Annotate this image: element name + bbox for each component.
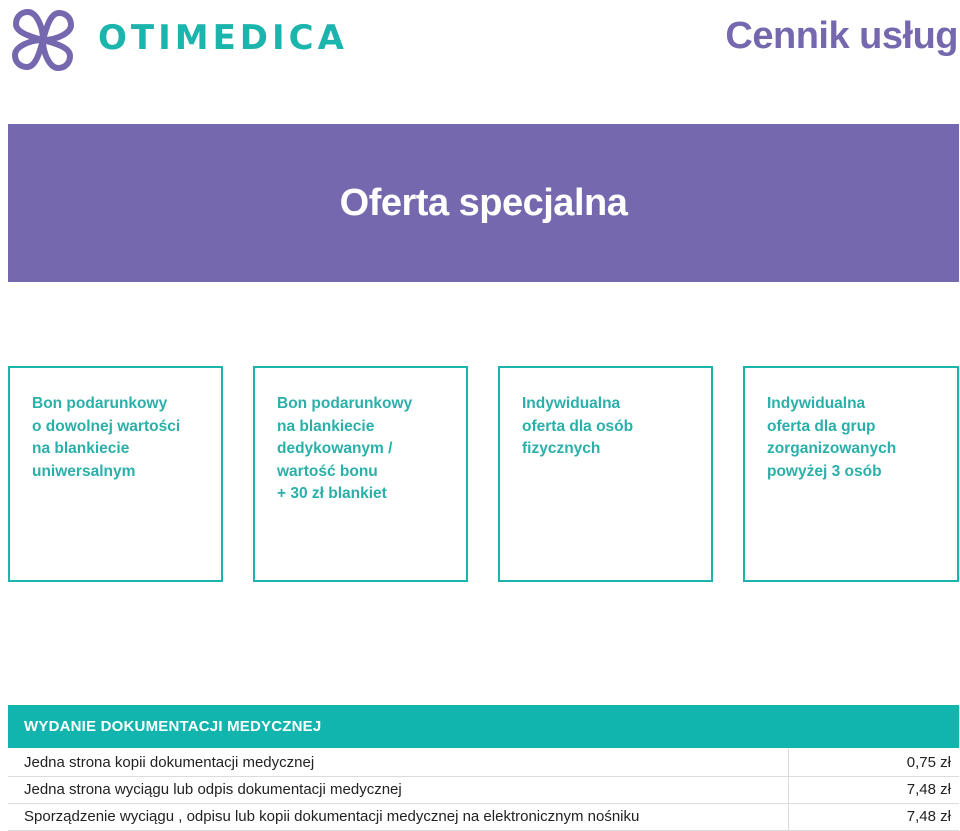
- service-name: Sporządzenie wyciągu , odpisu lub kopii dokumentacji medycznej na elektronicznym nośniku: [8, 803, 788, 830]
- offer-card-text: Bon podarunkowy o dowolnej wartości na blankiecie uniwersalnym: [32, 395, 181, 480]
- brand-name: OTIMEDICA: [98, 18, 348, 58]
- price-table: [8, 749, 959, 831]
- page-title: Cennik usług: [725, 15, 958, 57]
- offer-card-universal-voucher: [8, 366, 223, 582]
- offer-card-text: Bon podarunkowy na blankiecie dedykowanym / wartość bonu + 30 zł blankiet: [277, 395, 413, 502]
- service-price: 7,48 zł: [788, 803, 959, 830]
- offer-card-groups: [743, 366, 959, 582]
- offer-card-dedicated-voucher: [253, 366, 468, 582]
- section-title: WYDANIE DOKUMENTACJI MEDYCZNEJ: [24, 718, 322, 735]
- service-name: Jedna strona kopii dokumentacji medycznej: [8, 749, 788, 776]
- offer-card-text: Indywidualna oferta dla osób fizycznych: [522, 395, 634, 457]
- service-price: 7,48 zł: [788, 776, 959, 803]
- table-row: [8, 749, 959, 776]
- special-offer-banner: [8, 124, 959, 282]
- section-header: [8, 705, 959, 748]
- service-name: Jedna strona wyciągu lub odpis dokumentacji medycznej: [8, 776, 788, 803]
- otimedica-logo-icon: [8, 6, 78, 74]
- table-row: [8, 776, 959, 803]
- service-price: 0,75 zł: [788, 749, 959, 776]
- offer-card-text: Indywidualna oferta dla grup zorganizowanych powyżej 3 osób: [767, 395, 897, 480]
- banner-title: Oferta specjalna: [339, 181, 628, 224]
- table-row: [8, 803, 959, 830]
- offer-card-individual: [498, 366, 713, 582]
